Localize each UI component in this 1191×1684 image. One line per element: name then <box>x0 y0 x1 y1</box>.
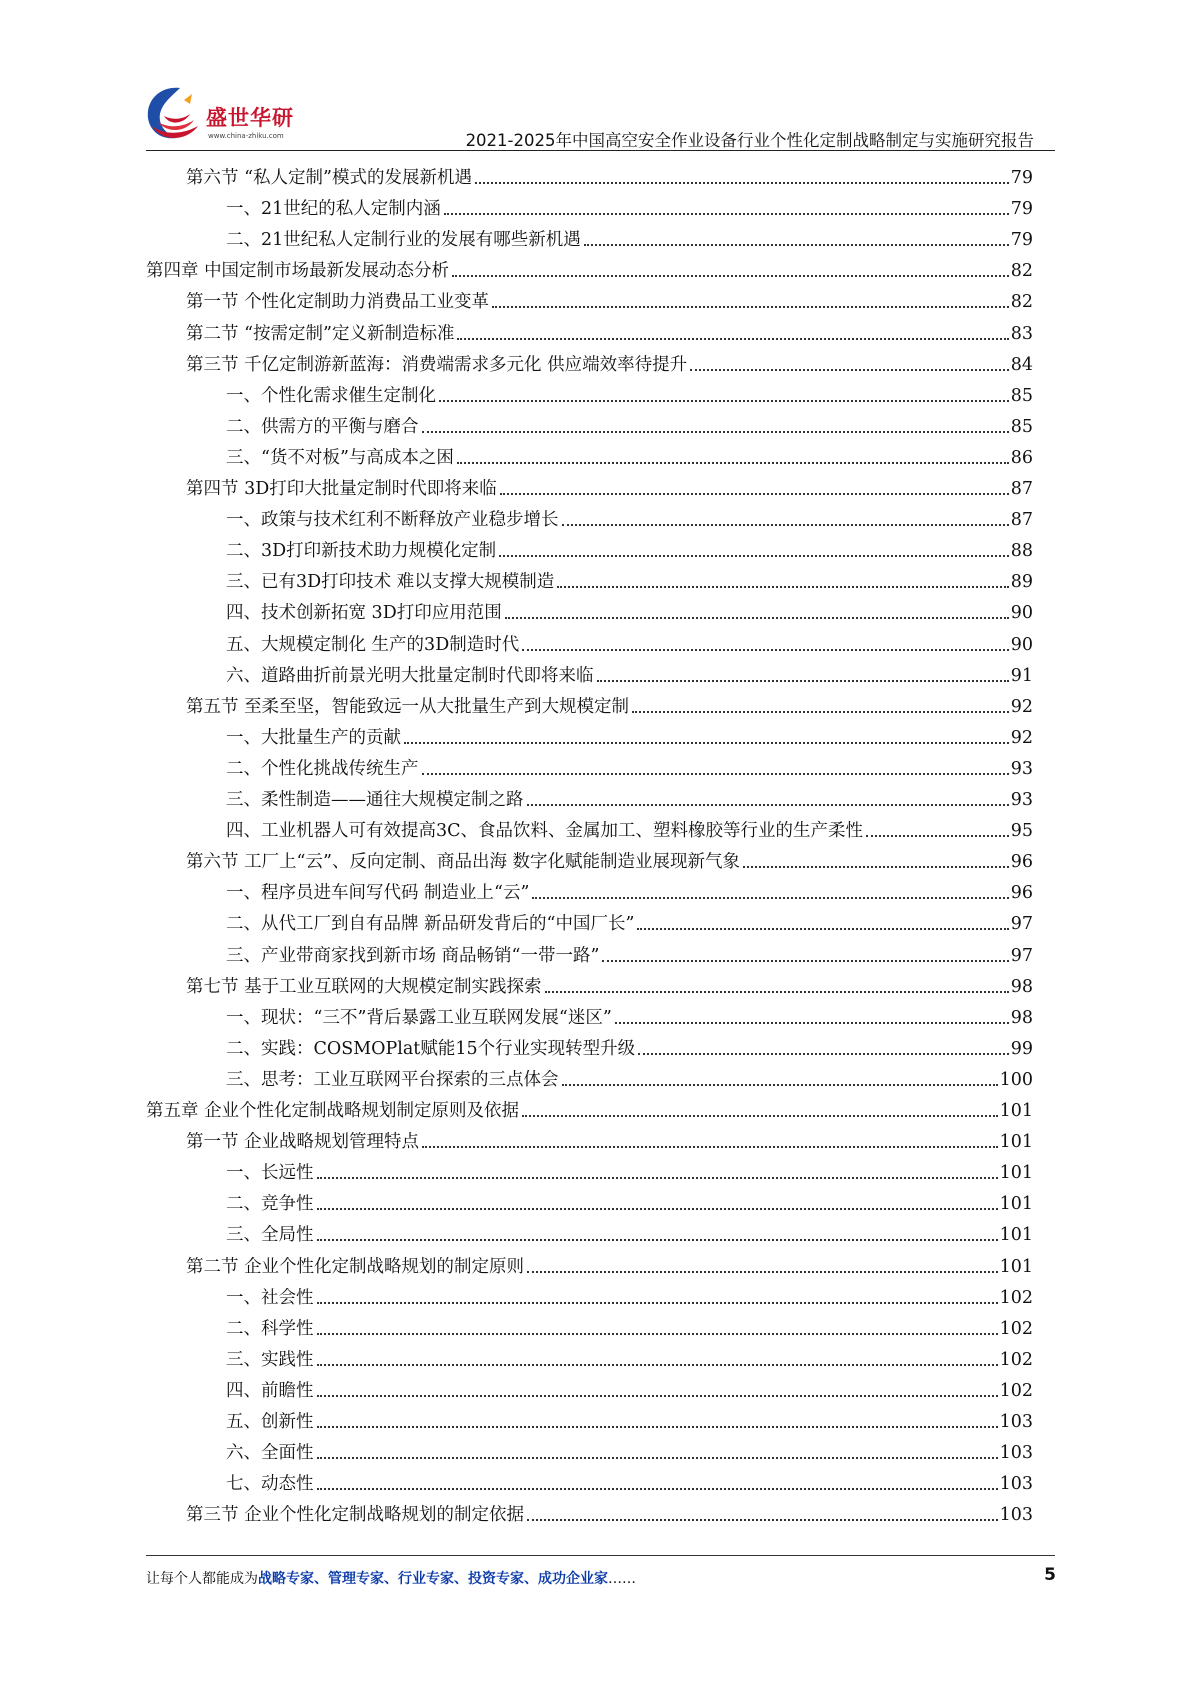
toc-label: 四、工业机器人可有效提高3C、食品饮料、金属加工、塑料橡胶等行业的生产柔性 <box>226 821 864 842</box>
toc-page-number: 79 <box>1010 199 1033 220</box>
toc-label: 一、21世纪的私人定制内涵 <box>226 199 441 220</box>
toc-section[interactable] <box>186 346 1033 377</box>
toc-page-number: 101 <box>999 1163 1033 1184</box>
toc-page-number: 97 <box>1010 945 1033 966</box>
toc-page-number: 102 <box>999 1287 1033 1308</box>
toc-page-number: 102 <box>999 1318 1033 1339</box>
company-logo <box>140 82 310 148</box>
toc-chapter[interactable] <box>146 252 1033 283</box>
toc-leader-dots <box>743 866 1009 868</box>
toc-leader-dots <box>632 711 1009 713</box>
toc-subsection[interactable] <box>226 937 1033 968</box>
toc-subsection[interactable] <box>226 1465 1033 1496</box>
footer-highlight: 战略专家、管理专家、行业专家、投资专家、成功企业家 <box>258 1571 608 1587</box>
toc-subsection[interactable] <box>226 190 1033 221</box>
toc-subsection[interactable] <box>226 1279 1033 1310</box>
toc-page-number: 99 <box>1010 1038 1033 1059</box>
toc-subsection[interactable] <box>226 1185 1033 1216</box>
toc-leader-dots <box>317 1333 998 1335</box>
toc-section[interactable] <box>186 843 1033 874</box>
toc-subsection[interactable] <box>226 594 1033 625</box>
toc-label: 第二节 企业个性化定制战略规划的制定原则 <box>186 1256 525 1277</box>
toc-page-number: 82 <box>1010 292 1033 313</box>
toc-label: 五、大规模定制化 生产的3D制造时代 <box>226 634 520 655</box>
toc-leader-dots <box>444 213 1009 215</box>
page-header <box>0 0 1191 150</box>
toc-page-number: 92 <box>1010 727 1033 748</box>
toc-label: 三、产业带商家找到新市场 商品畅销“一带一路” <box>226 945 600 966</box>
toc-leader-dots <box>597 680 1009 682</box>
toc-leader-dots <box>317 1208 998 1210</box>
toc-leader-dots <box>866 835 1009 837</box>
toc-leader-dots <box>562 524 1009 526</box>
toc-leader-dots <box>317 1302 998 1304</box>
toc-subsection[interactable] <box>226 532 1033 563</box>
logo-emblem-icon <box>140 82 206 148</box>
toc-section[interactable] <box>186 470 1033 501</box>
toc-subsection[interactable] <box>226 781 1033 812</box>
toc-leader-dots <box>422 431 1009 433</box>
toc-label: 第四节 3D打印大批量定制时代即将来临 <box>186 479 497 499</box>
footer-prefix: 让每个人都能成为 <box>146 1571 258 1587</box>
toc-page-number: 87 <box>1010 510 1033 531</box>
toc-subsection[interactable] <box>226 626 1033 657</box>
toc-label: 三、已有3D打印技术 难以支撑大规模制造 <box>226 572 555 593</box>
header-divider <box>146 150 1055 151</box>
toc-leader-dots <box>638 1053 1009 1055</box>
toc-page-number: 93 <box>1010 758 1033 779</box>
toc-label: 一、程序员进车间写代码 制造业上“云” <box>226 883 530 904</box>
toc-page-number: 95 <box>1010 821 1033 842</box>
toc-chapter[interactable] <box>146 1092 1033 1123</box>
toc-page-number: 103 <box>999 1505 1033 1526</box>
toc-subsection[interactable] <box>226 221 1033 252</box>
toc-section[interactable] <box>186 1248 1033 1279</box>
toc-leader-dots <box>475 182 1009 184</box>
toc-label: 七、动态性 <box>226 1474 314 1495</box>
toc-subsection[interactable] <box>226 1030 1033 1061</box>
toc-section[interactable] <box>186 315 1033 346</box>
toc-label: 二、从代工厂到自有品牌 新品研发背后的“中国厂长” <box>226 914 635 935</box>
toc-label: 二、21世纪私人定制行业的发展有哪些新机遇 <box>226 230 581 251</box>
toc-subsection[interactable] <box>226 439 1033 470</box>
toc-leader-dots <box>637 928 1008 930</box>
toc-page-number: 87 <box>1010 479 1033 499</box>
toc-page-number: 97 <box>1010 914 1033 935</box>
toc-label: 二、实践：COSMOPlat赋能15个行业实现转型升级 <box>226 1038 636 1059</box>
toc-subsection[interactable] <box>226 1434 1033 1465</box>
toc-leader-dots <box>545 991 1009 993</box>
toc-leader-dots <box>562 1084 998 1086</box>
toc-label: 三、全局性 <box>226 1225 314 1246</box>
toc-label: 第一节 企业战略规划管理特点 <box>186 1132 420 1153</box>
toc-page-number: 90 <box>1010 634 1033 655</box>
toc-page-number: 79 <box>1010 230 1033 251</box>
toc-subsection[interactable] <box>226 1372 1033 1403</box>
toc-leader-dots <box>584 244 1009 246</box>
toc-page-number: 93 <box>1010 790 1033 810</box>
toc-page-number: 82 <box>1010 261 1033 282</box>
toc-label: 第六节 工厂上“云”、反向定制、商品出海 数字化赋能制造业展现新气象 <box>186 852 741 873</box>
toc-leader-dots <box>690 369 1009 371</box>
toc-label: 二、3D打印新技术助力规模化定制 <box>226 541 497 562</box>
toc-label: 一、现状：“三不”背后暴露工业互联网发展“迷区” <box>226 1007 612 1028</box>
toc-leader-dots <box>457 462 1009 464</box>
toc-label: 二、个性化挑战传统生产 <box>226 758 419 779</box>
toc-label: 一、长远性 <box>226 1163 314 1184</box>
toc-leader-dots <box>527 1271 998 1273</box>
toc-page-number: 88 <box>1010 541 1033 562</box>
toc-leader-dots <box>500 493 1009 495</box>
toc-label: 二、竞争性 <box>226 1194 314 1215</box>
toc-page-number: 98 <box>1010 976 1033 997</box>
toc-page-number: 89 <box>1010 572 1033 593</box>
document-title: 2021-2025年中国高空安全作业设备行业个性化定制战略制定与实施研究报告 <box>465 131 1034 150</box>
toc-leader-dots <box>317 1177 998 1179</box>
toc-label: 四、前瞻性 <box>226 1380 314 1401</box>
toc-page-number: 101 <box>999 1256 1033 1277</box>
toc-label: 第一节 个性化定制助力消费品工业变革 <box>186 292 490 313</box>
toc-leader-dots <box>492 306 1009 308</box>
logo-url: www.china-zhiku.com <box>208 132 284 140</box>
toc-page-number: 96 <box>1010 883 1033 904</box>
toc-subsection[interactable] <box>226 719 1033 750</box>
toc-label: 六、全面性 <box>226 1443 314 1464</box>
toc-label: 六、道路曲折前景光明大批量定制时代即将来临 <box>226 665 594 686</box>
toc-leader-dots <box>522 649 1008 651</box>
toc-leader-dots <box>505 617 1009 619</box>
toc-page-number: 100 <box>999 1069 1033 1090</box>
toc-subsection[interactable] <box>226 750 1033 781</box>
toc-leader-dots <box>317 1426 998 1428</box>
toc-page-number: 79 <box>1010 168 1033 188</box>
toc-leader-dots <box>452 275 1009 277</box>
toc-label: 第二节 “按需定制”定义新制造标准 <box>186 323 455 344</box>
toc-label: 二、供需方的平衡与磨合 <box>226 416 419 437</box>
logo-text: 盛世华研 <box>206 106 294 130</box>
toc-leader-dots <box>317 1488 998 1490</box>
toc-label: 一、社会性 <box>226 1287 314 1308</box>
toc-label: 第三节 千亿定制游新蓝海：消费端需求多元化 供应端效率待提升 <box>186 354 688 375</box>
toc-leader-dots <box>532 897 1008 899</box>
toc-subsection[interactable] <box>226 501 1033 532</box>
toc-label: 三、柔性制造——通往大规模定制之路 <box>226 790 524 810</box>
toc-leader-dots <box>457 338 1008 340</box>
toc-page-number: 86 <box>1010 447 1033 468</box>
toc-label: 第七节 基于工业互联网的大规模定制实践探索 <box>186 976 542 997</box>
toc-page-number: 101 <box>999 1225 1033 1246</box>
toc-subsection[interactable] <box>226 1216 1033 1247</box>
toc-leader-dots <box>602 960 1008 962</box>
toc-label: 一、个性化需求催生定制化 <box>226 385 436 406</box>
toc-label: 三、“货不对板”与高成本之困 <box>226 447 454 468</box>
footer-slogan <box>146 1568 636 1588</box>
toc-section[interactable] <box>186 283 1033 314</box>
toc-label: 第五章 企业个性化定制战略规划制定原则及依据 <box>146 1101 520 1121</box>
toc-page-number: 85 <box>1010 416 1033 437</box>
toc-page-number: 83 <box>1010 323 1033 344</box>
toc-label: 第五节 至柔至坚，智能致远一从大批量生产到大规模定制 <box>186 696 630 717</box>
toc-page-number: 92 <box>1010 696 1033 717</box>
toc-subsection[interactable] <box>226 812 1033 843</box>
toc-subsection[interactable] <box>226 408 1033 439</box>
toc-page-number: 85 <box>1010 385 1033 406</box>
toc-leader-dots <box>522 1115 998 1117</box>
toc-page-number: 90 <box>1010 603 1033 624</box>
toc-subsection[interactable] <box>226 1403 1033 1434</box>
toc-subsection[interactable] <box>226 563 1033 594</box>
toc-leader-dots <box>527 804 1009 806</box>
toc-page-number: 101 <box>999 1101 1033 1121</box>
toc-leader-dots <box>439 400 1009 402</box>
toc-section[interactable] <box>186 1496 1033 1527</box>
toc-subsection[interactable] <box>226 999 1033 1030</box>
toc-label: 第六节 “私人定制”模式的发展新机遇 <box>186 168 472 188</box>
toc-page-number: 84 <box>1010 354 1033 375</box>
toc-leader-dots <box>422 1146 998 1148</box>
toc-section[interactable] <box>186 1123 1033 1154</box>
toc-page-number: 96 <box>1010 852 1033 873</box>
toc-subsection[interactable] <box>226 657 1033 688</box>
page-number: 5 <box>1044 1565 1056 1585</box>
toc-leader-dots <box>499 555 1009 557</box>
toc-page-number: 102 <box>999 1349 1033 1370</box>
toc-subsection[interactable] <box>226 874 1033 905</box>
toc-label: 第三节 企业个性化定制战略规划的制定依据 <box>186 1505 525 1526</box>
toc-label: 一、政策与技术红利不断释放产业稳步增长 <box>226 510 559 531</box>
toc-page-number: 91 <box>1010 665 1033 686</box>
toc-subsection[interactable] <box>226 1310 1033 1341</box>
toc-label: 四、技术创新拓宽 3D打印应用范围 <box>226 603 502 624</box>
toc-leader-dots <box>317 1395 998 1397</box>
toc-leader-dots <box>317 1364 998 1366</box>
toc-page-number: 101 <box>999 1194 1033 1215</box>
toc-section[interactable] <box>186 159 1033 190</box>
toc-label: 三、思考：工业互联网平台探索的三点体会 <box>226 1069 559 1090</box>
footer-divider <box>146 1555 1055 1556</box>
toc-leader-dots <box>557 586 1008 588</box>
toc-page-number: 103 <box>999 1474 1033 1495</box>
toc-page-number: 103 <box>999 1443 1033 1464</box>
toc-label: 二、科学性 <box>226 1318 314 1339</box>
footer-suffix: …… <box>608 1571 636 1587</box>
toc-page-number: 102 <box>999 1380 1033 1401</box>
toc-page-number: 101 <box>999 1132 1033 1153</box>
toc-leader-dots <box>317 1457 998 1459</box>
toc-label: 一、大批量生产的贡献 <box>226 727 401 748</box>
toc-leader-dots <box>317 1239 998 1241</box>
toc-page-number: 98 <box>1010 1007 1033 1028</box>
toc-subsection[interactable] <box>226 1061 1033 1092</box>
toc-label: 第四章 中国定制市场最新发展动态分析 <box>146 261 450 282</box>
toc-section[interactable] <box>186 968 1033 999</box>
toc-leader-dots <box>404 742 1009 744</box>
toc-subsection[interactable] <box>226 1341 1033 1372</box>
toc-leader-dots <box>422 773 1009 775</box>
toc-section[interactable] <box>186 688 1033 719</box>
toc-leader-dots <box>615 1022 1009 1024</box>
toc-label: 三、实践性 <box>226 1349 314 1370</box>
toc-page-number: 103 <box>999 1412 1033 1432</box>
toc-subsection[interactable] <box>226 905 1033 936</box>
toc-subsection[interactable] <box>226 1154 1033 1185</box>
toc-leader-dots <box>527 1519 998 1521</box>
toc-subsection[interactable] <box>226 377 1033 408</box>
toc-label: 五、创新性 <box>226 1412 314 1432</box>
